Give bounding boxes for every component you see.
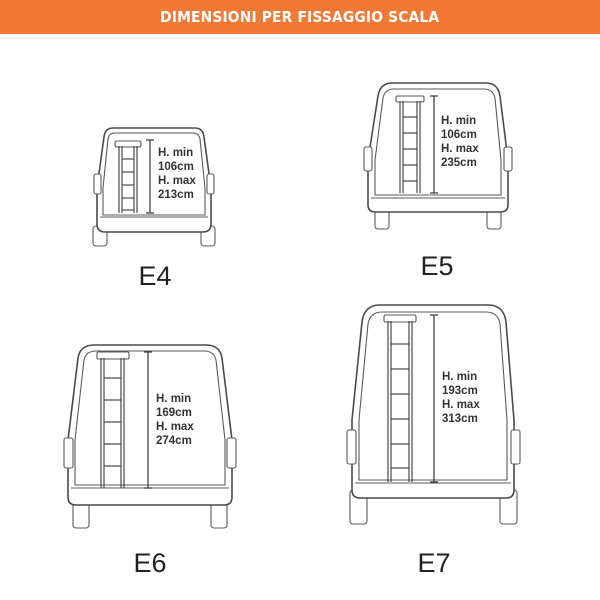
- van-e5-h-min-value: 106cm: [441, 129, 477, 141]
- van-e4: [93, 128, 215, 291]
- van-e4-model-label: E4: [138, 261, 172, 291]
- van-e5-right-light: [504, 147, 512, 171]
- van-e5-h-max-label: H. max: [441, 143, 479, 155]
- van-e6-h-min-label: H. min: [156, 393, 192, 405]
- van-e6-h-max-value: 274cm: [156, 435, 192, 447]
- van-e6-h-max-label: H. max: [156, 421, 194, 433]
- van-e4-h-max-value: 213cm: [158, 189, 194, 201]
- van-e5-left-light: [364, 147, 372, 171]
- van-e7-h-min-label: H. min: [442, 371, 478, 383]
- van-e7-h-max-label: H. max: [442, 399, 480, 411]
- van-e7-h-min-value: 193cm: [442, 385, 478, 397]
- van-e4-h-min-value: 106cm: [158, 161, 194, 173]
- van-e4-right-light: [207, 174, 214, 194]
- page-title: DIMENSIONI PER FISSAGGIO SCALA: [160, 8, 440, 26]
- van-e7-right-light: [511, 430, 520, 464]
- van-e6-h-min-value: 169cm: [156, 407, 192, 419]
- van-e6-ladder-top: [97, 352, 129, 359]
- van-e6-left-light: [64, 438, 73, 468]
- van-e5-h-min-label: H. min: [441, 115, 477, 127]
- van-e7: [347, 305, 520, 578]
- van-e4-left-light: [94, 174, 101, 194]
- van-e5-h-max-value: 235cm: [441, 157, 477, 169]
- van-e4-h-min-label: H. min: [158, 147, 194, 159]
- van-e7-model-label: E7: [417, 548, 451, 578]
- van-e4-h-max-label: H. max: [158, 175, 196, 187]
- van-e6-body: [68, 345, 232, 505]
- van-e7-h-max-value: 313cm: [442, 413, 478, 425]
- van-e5-model-label: E5: [420, 251, 454, 281]
- van-e7-left-light: [347, 430, 356, 464]
- van-e6: [64, 345, 236, 578]
- van-e7-ladder-top: [384, 315, 416, 322]
- van-e7-body: [352, 305, 514, 498]
- van-e6-model-label: E6: [133, 548, 167, 578]
- van-e5: [364, 83, 512, 281]
- van-e6-right-light: [227, 438, 236, 468]
